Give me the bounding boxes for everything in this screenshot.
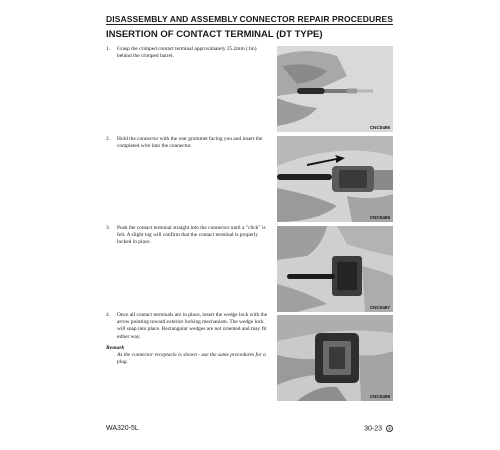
step-1 — [106, 46, 272, 60]
footer-model: WA320-5L — [106, 425, 139, 432]
footer-page — [364, 425, 393, 432]
remark-heading: Remark — [106, 345, 125, 351]
step-3 — [106, 225, 272, 247]
step-4 — [106, 312, 272, 341]
step-number: 2. — [106, 136, 111, 142]
circled-number-icon: ⑤ — [387, 426, 392, 431]
wedge-lock-illustration — [277, 315, 393, 401]
push-terminal-illustration — [277, 226, 393, 312]
step-text: Hold the connector with the rear grommet facing you and insert the completed wire into the connector. — [117, 136, 263, 150]
connector-insertion-illustration — [277, 136, 393, 222]
step-number: 1. — [106, 46, 111, 52]
step-number: 3. — [106, 225, 111, 231]
figure-photo-2 — [277, 136, 393, 222]
figure-code: CNC0498 — [369, 394, 390, 399]
figure-code: CNC0496 — [369, 215, 390, 220]
header-section: DISASSEMBLY AND ASSEMBLY — [106, 14, 238, 24]
hand-with-terminal-illustration — [277, 46, 393, 132]
step-2 — [106, 136, 272, 150]
header-topic: CONNECTOR REPAIR PROCEDURES — [239, 14, 393, 24]
page-title: INSERTION OF CONTACT TERMINAL (DT TYPE) — [106, 29, 323, 40]
page-number: 30-23 — [364, 425, 383, 433]
remark-text: As the connector receptacle is shown - use the same procedures for a plug. — [117, 352, 266, 366]
step-text: Grasp the crimped contact terminal approximately 25.2mm (1in) behind the crimped barrel. — [117, 46, 257, 60]
step-text: Once all contact terminals are in place, insert the wedge lock with the arrow pointing toward exterior locking mechanism. The wedge lock will snap into place. Rectangular wedges are not oriented and may fit either way. — [117, 312, 268, 340]
header-rule — [106, 24, 393, 25]
step-number: 4. — [106, 312, 111, 318]
figure-photo-3 — [277, 226, 393, 312]
figure-photo-1 — [277, 46, 393, 132]
figure-code: CNC0497 — [369, 305, 390, 310]
figure-photo-4 — [277, 315, 393, 401]
step-text: Push the contact terminal straight into the connector until a "click" is felt. A slight tug will confirm that the contact terminal is properly locked in place. — [117, 225, 266, 246]
figure-code: CNC0495 — [369, 125, 390, 130]
